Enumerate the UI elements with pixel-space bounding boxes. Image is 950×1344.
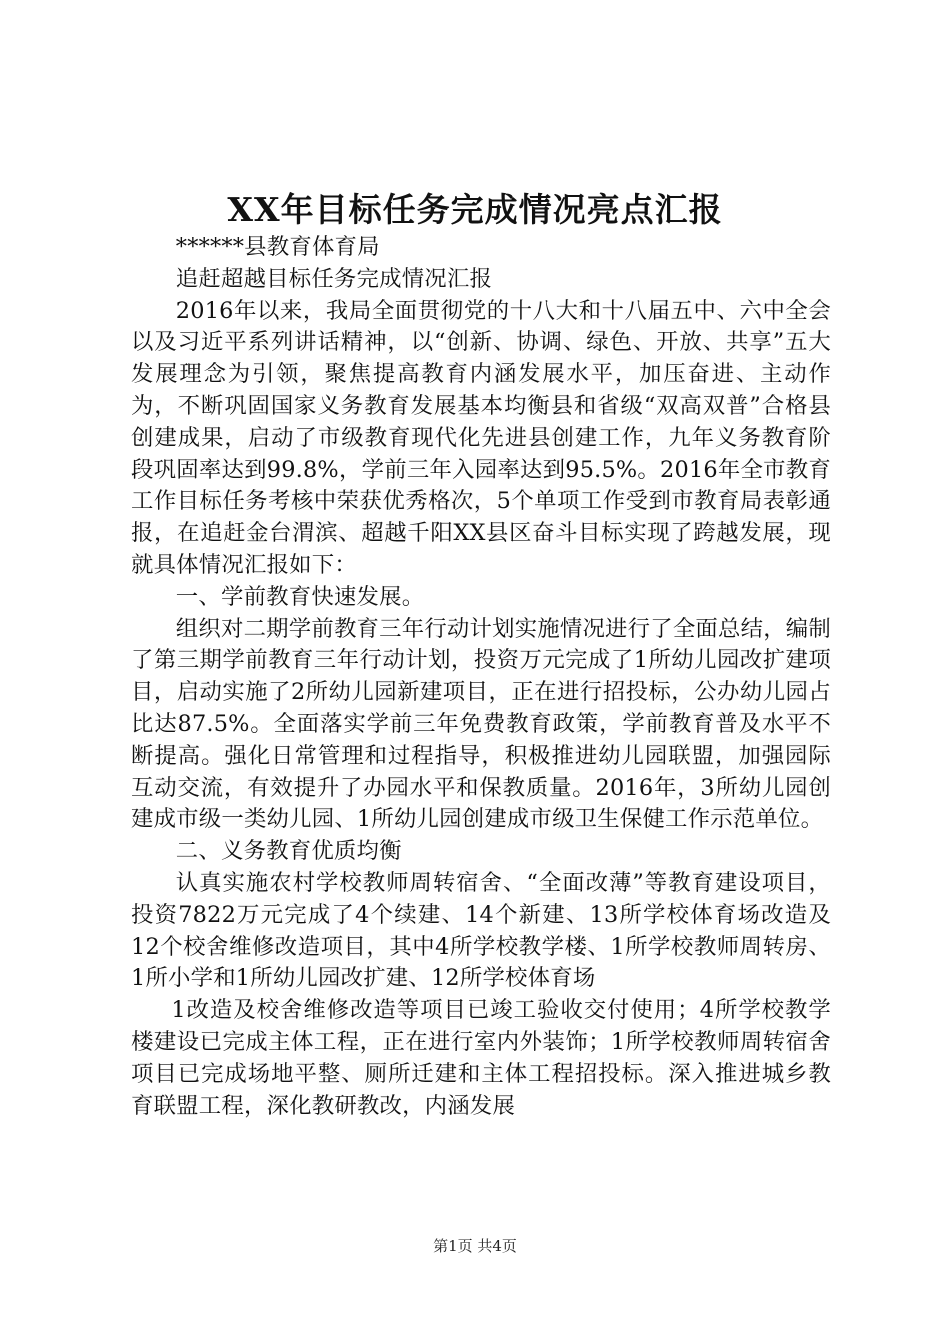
document-body xyxy=(131,232,831,1122)
paragraph-intro: 2016年以来，我局全面贯彻党的十八大和十八届五中、六中全会以及习近平系列讲话精神，以“创新、协调、绿色、开放、共享”五大发展理念为引领，聚焦提高教育内涵发展水平，加压奋进、主动作为，不断巩固国家义务教育发展基本均衡县和省级“双高双普”合格县创建成果，启动了市级教育现代化先进县创建工作，九年义务教育阶段巩固率达到99.8%，学前三年入园率达到95.5%。2016年全市教育工作目标任务考核中荣获优秀格次，5个单项工作受到市教育局表彰通报，在追赶金台渭滨、超越千阳XX县区奋斗目标实现了跨越发展，现就具体情况汇报如下： xyxy=(131,297,831,578)
section-heading-preschool: 一、学前教育快速发展。 xyxy=(175,583,425,610)
page-number: 第1页 共4页 xyxy=(433,1237,517,1255)
document-title: XX年目标任务完成情况亮点汇报 xyxy=(227,190,723,229)
paragraph-preschool: 组织对二期学前教育三年行动计划实施情况进行了全面总结，编制了第三期学前教育三年行动计划，投资万元完成了1所幼儿园改扩建项目，启动实施了2所幼儿园新建项目，正在进行招投标，公办幼儿园占比达87.5%。全面落实学前三年免费教育政策，学前教育普及水平不断提高。强化日常管理和过程指导，积极推进幼儿园联盟，加强园际互动交流，有效提升了办园水平和保教质量。2016年，3所幼儿园创建成市级一类幼儿园、1所幼儿园创建成市级卫生保健工作示范单位。 xyxy=(131,615,831,833)
paragraph-compulsory: 认真实施农村学校教师周转宿舍、“全面改薄”等教育建设项目，投资7822万元完成了4个续建、14个新建、13所学校体育场改造及12个校舍维修改造项目，其中4所学校教学楼、1所学校教师周转房、1所小学和1所幼儿园改扩建、12所学校体育场 xyxy=(131,869,831,992)
section-heading-compulsory: 二、义务教育优质均衡 xyxy=(175,838,402,865)
document-subtitle: 追赶超越目标任务完成情况汇报 xyxy=(175,265,493,292)
paragraph-continued: 1改造及校舍维修改造等项目已竣工验收交付使用；4所学校教学楼建设已完成主体工程，正在进行室内外装饰；1所学校教师周转宿舍项目已完成场地平整、厕所迁建和主体工程招投标。深入推进城乡教育联盟工程，深化教研教改，内涵发展 xyxy=(131,997,831,1119)
org-line: ******县教育体育局 xyxy=(175,234,380,260)
